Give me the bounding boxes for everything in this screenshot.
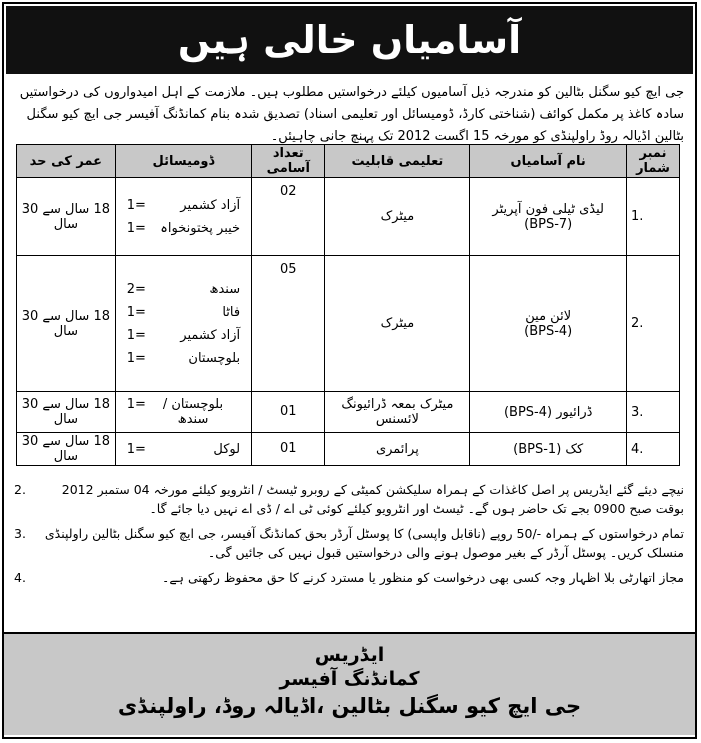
header-num: نمبر شمار: [627, 145, 680, 178]
row-post: [470, 256, 627, 392]
row-domicile: [115, 392, 251, 433]
row-age: 18 سال سے 30 سال: [17, 256, 116, 392]
row-count: 02: [252, 178, 325, 256]
table-header-row: [17, 145, 680, 178]
domicile-entry: آزاد کشمیر =1: [126, 327, 241, 343]
domicile-entry: سندھ =2: [126, 281, 241, 297]
row-age: 18 سال سے 30 سال: [17, 433, 116, 466]
header-age: عمر کی حد: [17, 145, 116, 178]
domicile-entry: فاٹا =1: [126, 304, 241, 320]
row-domicile: [115, 256, 251, 392]
row-domicile: [115, 433, 251, 466]
address-label: ایڈریس: [314, 644, 385, 666]
header-domicile: ڈومیسائل: [115, 145, 251, 178]
note-item: تمام درخواستوں کے ہمراہ -/50 روپے (ناقابل واپسی) کا پوسٹل آرڈر بحق کمانڈنگ آفیسر، جی ایچ کیو سگنل بٹالین راولپنڈی منسلک کریں۔ پوسٹل آرڈر کے بغیر موصول ہونے والی درخواستیں قبول نہیں کی جائیں گی۔ 3.: [14, 526, 684, 560]
post-bps: (BPS-7): [524, 216, 573, 232]
address-line-1: کمانڈنگ آفیسر: [279, 668, 420, 690]
row-count: 01: [252, 433, 325, 466]
row-domicile: [115, 178, 251, 256]
row-qualification: میٹرک بمعہ ڈرائیونگ لائسنس: [325, 392, 470, 433]
row-qualification: میٹرک: [325, 256, 470, 392]
row-age: 18 سال سے 30 سال: [17, 178, 116, 256]
domicile-entry: خیبر پختونخواہ =1: [126, 220, 241, 236]
domicile-entry: لوکل =1: [126, 441, 241, 457]
post-name: لائن مین: [525, 308, 572, 324]
note-item: نیچے دیئے گئے ایڈریس پر اصل کاغذات کے ہمراہ سلیکشن کمیٹی کے روبرو ٹیسٹ / انٹرویو کیلئے مورخہ 04 ستمبر 2012 بوقت صبح 0900 بجے تک حاضر ہوں گے۔ ٹیسٹ اور انٹرویو کیلئے کوئی ٹی اے / ڈی اے نہیں دیا جائے گا۔ 2.: [14, 482, 684, 516]
address-line-2: جی ایچ کیو سگنل بٹالین ،اڈیالہ روڈ، راولپنڈی: [117, 694, 582, 718]
domicile-entry: آزاد کشمیر =1: [126, 197, 241, 213]
domicile-entry: بلوچستان =1: [126, 350, 241, 366]
row-num: 3.: [627, 392, 680, 433]
domicile-entry: بلوچستان / سندھ =1: [126, 397, 224, 427]
vacancies-table: [16, 144, 680, 466]
table-row: [17, 256, 680, 392]
row-qualification: پرائمری: [325, 433, 470, 466]
intro-paragraph: جی ایچ کیو سگنل بٹالین کو مندرجہ ذیل آسامیوں کیلئے درخواستیں مطلوب ہیں۔ ملازمت کے اہل امیدواروں کی درخواستیں سادہ کاغذ پر مکمل کوائف (شناختی کارڈ، ڈومیسائل اور تعلیمی اسناد) تصدیق شدہ بنام کمانڈنگ آفیسر جی ایچ کیو سگنل بٹالین اڈیالہ روڈ راولپنڈی کو مورخہ 15 اگست 2012 تک پہنچ جانی چاہیئں۔: [19, 85, 684, 144]
header-post: نام آسامیاں: [470, 145, 627, 178]
row-num: 1.: [627, 178, 680, 256]
row-count: 05: [252, 256, 325, 392]
row-post: ڈرائیور (BPS-4): [470, 392, 627, 433]
table-row: [17, 178, 680, 256]
row-post: [470, 178, 627, 256]
header-qualification: تعلیمی قابلیت: [325, 145, 470, 178]
row-qualification: میٹرک: [325, 178, 470, 256]
row-post: کک (BPS-1): [470, 433, 627, 466]
address-box: [4, 632, 695, 735]
table-row: [17, 433, 680, 466]
table-row: [17, 392, 680, 433]
post-name: لیڈی ٹیلی فون آپریٹر: [492, 201, 604, 217]
vacancies-banner: آسامیاں خالی ہیں: [6, 6, 693, 74]
row-count: 01: [252, 392, 325, 433]
header-count: تعداد آسامی: [252, 145, 325, 178]
notes-section: [14, 480, 684, 593]
post-bps: (BPS-4): [524, 323, 573, 339]
row-age: 18 سال سے 30 سال: [17, 392, 116, 433]
note-item: مجاز اتھارٹی بلا اظہار وجہ کسی بھی درخواست کو منظور یا مسترد کرنے کا حق محفوظ رکھتی ہے۔ 4.: [14, 570, 684, 585]
row-num: 4.: [627, 433, 680, 466]
row-num: 2.: [627, 256, 680, 392]
